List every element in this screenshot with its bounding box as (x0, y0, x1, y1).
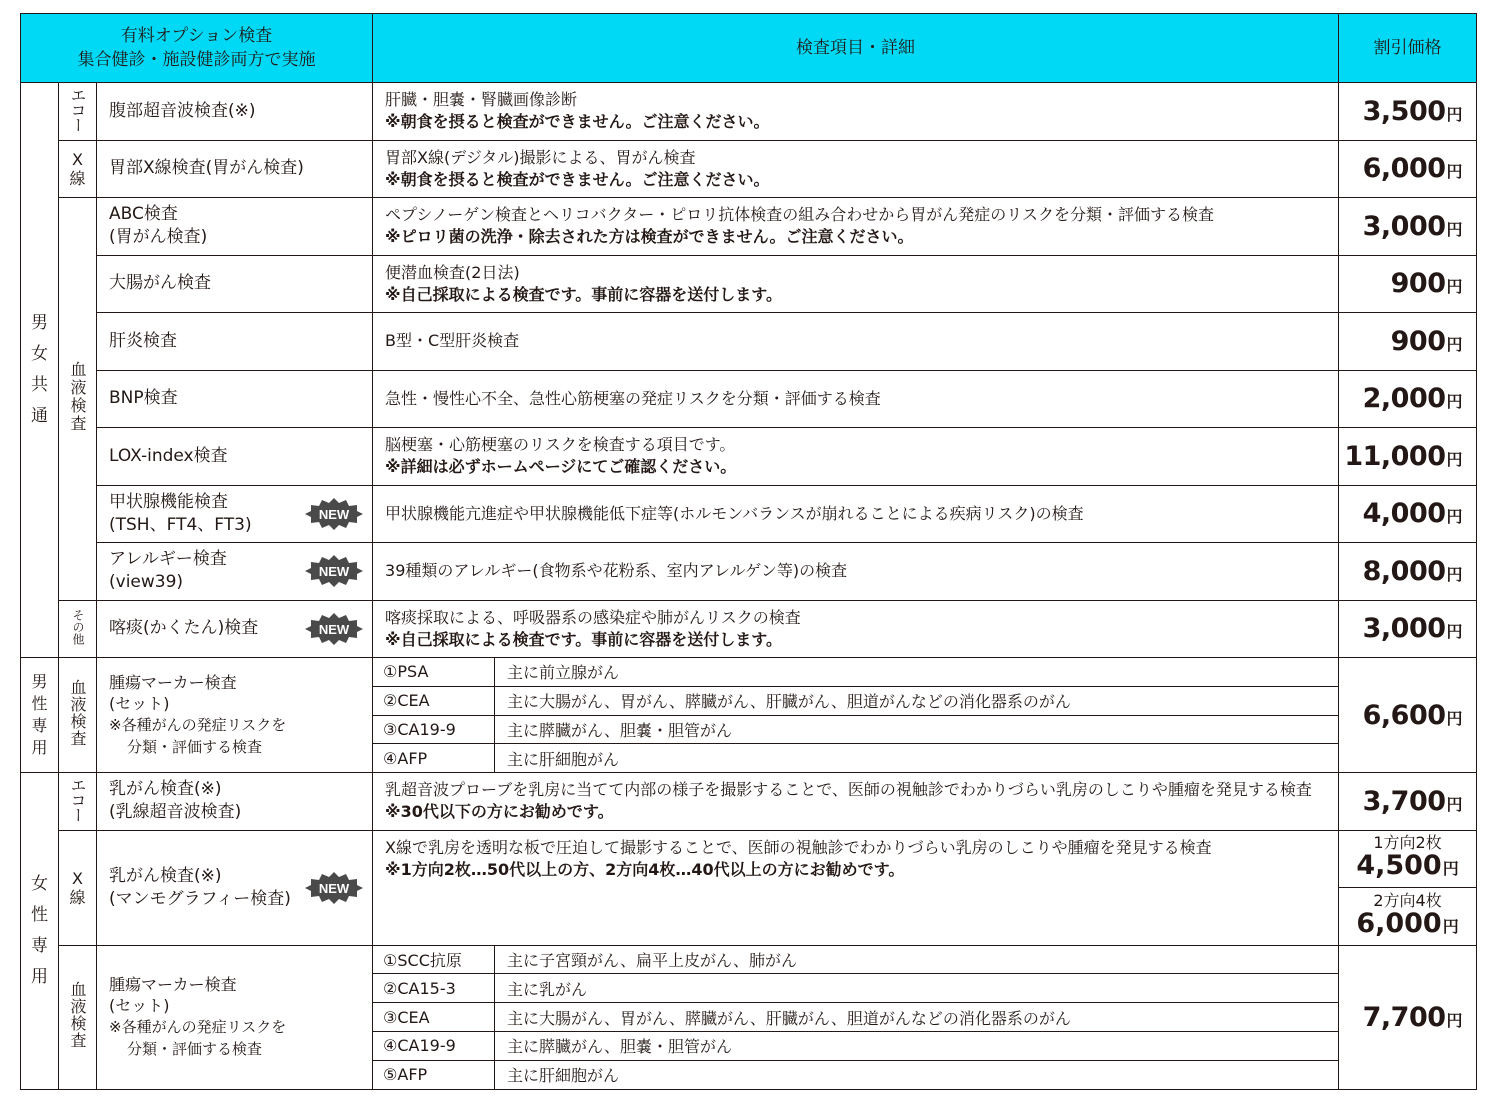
marker-desc: 主に大腸がん、胃がん、膵臓がん、肝臓がん、胆道がんなどの消化器系のがん (495, 686, 1339, 715)
exam-name: 乳がん検査(※) (マンモグラフィー検査) NEW (97, 830, 373, 945)
table-row (21, 945, 1477, 974)
header-discount-price: 割引価格 (1339, 14, 1477, 83)
exam-price: 3,500円 (1339, 83, 1477, 141)
exam-detail: 喀痰採取による、呼吸器系の感染症や肺がんリスクの検査 ※自己採取による検査です。事前に容器を送付します。 (373, 600, 1339, 658)
subgroup-other: その他 (59, 600, 97, 658)
exam-detail: B型・C型肝炎検査 (373, 313, 1339, 371)
table-row (21, 370, 1477, 428)
exam-price: 6,000円 (1339, 140, 1477, 198)
marker-desc: 主に乳がん (495, 974, 1339, 1003)
marker-desc: 主に肝細胞がん (495, 1060, 1339, 1089)
marker-desc: 主に肝細胞がん (495, 744, 1339, 773)
exam-price-option-2: 2方向4枚 6,000円 (1339, 888, 1477, 946)
table-row (21, 830, 1477, 888)
exam-detail: 甲状腺機能亢進症や甲状腺機能低下症等(ホルモンバランスが崩れることによる疾病リスク)の検査 (373, 485, 1339, 543)
marker-code: ①PSA (373, 658, 495, 687)
subgroup-xray: X 線 (59, 830, 97, 945)
marker-desc: 主に膵臓がん、胆嚢・胆管がん (495, 1032, 1339, 1061)
table-row (21, 773, 1477, 831)
svg-text:NEW: NEW (318, 506, 350, 522)
exam-price: 7,700円 (1339, 945, 1477, 1089)
svg-text:NEW: NEW (318, 621, 350, 637)
marker-desc: 主に膵臓がん、胆嚢・胆管がん (495, 715, 1339, 744)
group-label-common: 男 女 共 通 (21, 83, 59, 658)
subgroup-blood: 血液検査 (59, 198, 97, 601)
marker-desc: 主に子宮頸がん、扁平上皮がん、肺がん (495, 945, 1339, 974)
svg-text:NEW: NEW (318, 564, 350, 580)
svg-text:NEW: NEW (318, 880, 350, 896)
marker-code: ②CA15-3 (373, 974, 495, 1003)
marker-desc: 主に前立腺がん (495, 658, 1339, 687)
table-row (21, 543, 1477, 601)
header-option-category: 有料オプション検査 集合健診・施設健診両方で実施 (21, 14, 373, 83)
exam-price: 3,000円 (1339, 600, 1477, 658)
new-badge-icon (304, 497, 364, 531)
marker-code: ⑤AFP (373, 1060, 495, 1089)
table-row (21, 313, 1477, 371)
exam-price: 3,000円 (1339, 198, 1477, 256)
exam-detail: 乳超音波プローブを乳房に当てて内部の様子を撮影することで、医師の視触診でわかりづらい乳房のしこりや腫瘤を発見する検査 ※30代以下の方にお勧めです。 (373, 773, 1339, 831)
exam-name: 肝炎検査 (97, 313, 373, 371)
table-row (21, 198, 1477, 256)
exam-detail: 便潜血検査(2日法) ※自己採取による検査です。事前に容器を送付します。 (373, 255, 1339, 313)
table-row (21, 485, 1477, 543)
exam-name: 腫瘍マーカー検査 (セット) ※各種がんの発症リスクを 分類・評価する検査 (97, 658, 373, 773)
exam-name: 甲状腺機能検査 (TSH、FT4、FT3) NEW (97, 485, 373, 543)
exam-detail: 脳梗塞・心筋梗塞のリスクを検査する項目です。 ※詳細は必ずホームページにてご確認ください。 (373, 428, 1339, 486)
exam-price: 900円 (1339, 255, 1477, 313)
table-row (21, 83, 1477, 141)
exam-price: 900円 (1339, 313, 1477, 371)
header-row (21, 14, 1477, 83)
exam-name: 腹部超音波検査(※) (97, 83, 373, 141)
exam-name: アレルギー検査 (view39) NEW (97, 543, 373, 601)
group-label-female: 女 性 専 用 (21, 773, 59, 1089)
exam-name: LOX-index検査 (97, 428, 373, 486)
exam-name: 胃部X線検査(胃がん検査) (97, 140, 373, 198)
subgroup-xray: X 線 (59, 140, 97, 198)
exam-name: 喀痰(かくたん)検査 NEW (97, 600, 373, 658)
subgroup-blood: 血液検査 (59, 945, 97, 1089)
exam-price: 2,000円 (1339, 370, 1477, 428)
new-badge-icon (304, 871, 364, 905)
exam-price: 8,000円 (1339, 543, 1477, 601)
header-exam-detail: 検査項目・詳細 (373, 14, 1339, 83)
exam-name: 大腸がん検査 (97, 255, 373, 313)
table-row (21, 600, 1477, 658)
exam-price: 11,000円 (1339, 428, 1477, 486)
new-badge-icon (304, 554, 364, 588)
exam-price: 4,000円 (1339, 485, 1477, 543)
exam-name: BNP検査 (97, 370, 373, 428)
exam-name: 腫瘍マーカー検査 (セット) ※各種がんの発症リスクを 分類・評価する検査 (97, 945, 373, 1089)
exam-detail: 肝臓・胆嚢・腎臓画像診断 ※朝食を摂ると検査ができません。ご注意ください。 (373, 83, 1339, 141)
exam-detail: 急性・慢性心不全、急性心筋梗塞の発症リスクを分類・評価する検査 (373, 370, 1339, 428)
option-exam-table (20, 13, 1477, 1090)
subgroup-echo: エコー (59, 83, 97, 141)
exam-detail: ペプシノーゲン検査とヘリコバクター・ピロリ抗体検査の組み合わせから胃がん発症のリスクを分類・評価する検査 ※ピロリ菌の洗浄・除去された方は検査ができません。ご注意ください。 (373, 198, 1339, 256)
exam-name: ABC検査 (胃がん検査) (97, 198, 373, 256)
subgroup-blood: 血液検査 (59, 658, 97, 773)
marker-code: ④AFP (373, 744, 495, 773)
exam-name: 乳がん検査(※) (乳線超音波検査) (97, 773, 373, 831)
new-badge-icon (304, 612, 364, 646)
exam-price-option-1: 1方向2枚 4,500円 (1339, 830, 1477, 888)
exam-price: 6,600円 (1339, 658, 1477, 773)
exam-detail: 胃部X線(デジタル)撮影による、胃がん検査 ※朝食を摂ると検査ができません。ご注意ください。 (373, 140, 1339, 198)
table-row (21, 255, 1477, 313)
table-row (21, 428, 1477, 486)
exam-detail: 39種類のアレルギー(食物系や花粉系、室内アレルゲン等)の検査 (373, 543, 1339, 601)
marker-code: ④CA19-9 (373, 1032, 495, 1061)
exam-price: 3,700円 (1339, 773, 1477, 831)
marker-code: ③CEA (373, 1003, 495, 1032)
exam-detail: X線で乳房を透明な板で圧迫して撮影することで、医師の視触診でわかりづらい乳房のしこりや腫瘤を発見する検査 ※1方向2枚…50代以上の方、2方向4枚…40代以上の方にお勧めです。 (373, 830, 1339, 945)
group-label-male: 男 性 専 用 (21, 658, 59, 773)
table-row (21, 658, 1477, 687)
subgroup-echo: エコー (59, 773, 97, 831)
marker-code: ②CEA (373, 686, 495, 715)
marker-code: ③CA19-9 (373, 715, 495, 744)
marker-code: ①SCC抗原 (373, 945, 495, 974)
table-row (21, 140, 1477, 198)
marker-desc: 主に大腸がん、胃がん、膵臓がん、肝臓がん、胆道がんなどの消化器系のがん (495, 1003, 1339, 1032)
